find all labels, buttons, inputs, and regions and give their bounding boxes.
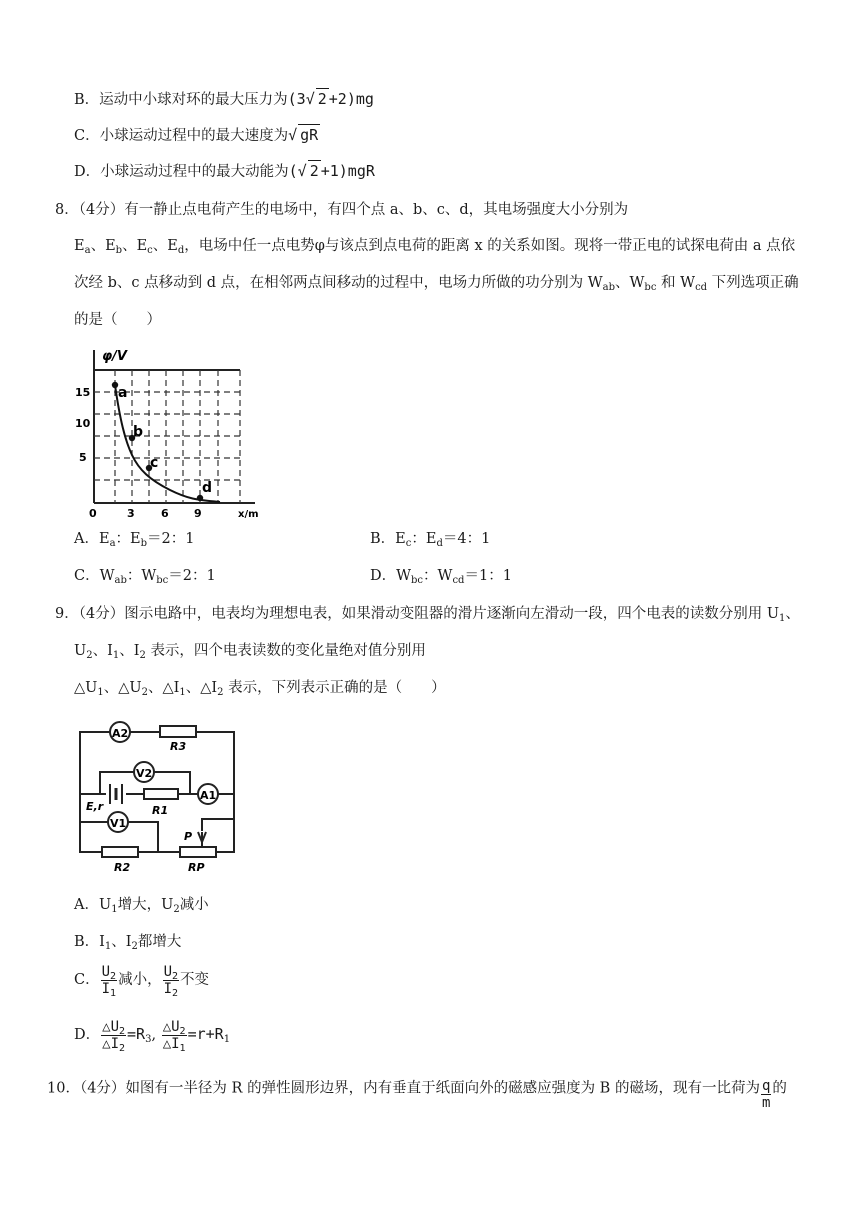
frac-u2-i1: $\frac{U_2}{I_1}$ xyxy=(101,963,117,999)
label-r1: R1 xyxy=(152,804,169,817)
q7-option-d: D．小球运动过程中的最大动能为(√ 2 +1)mgR xyxy=(74,162,375,180)
label-p: P xyxy=(184,830,193,843)
q9-option-c: C． $\frac{U_2}{I_1}$ 减小， $\frac{U_2}{I_2}$ 不变 xyxy=(74,963,210,999)
q8-option-a: A．$E_a$：$E_b=2$：1 xyxy=(74,531,195,549)
y-tick-5: 5 xyxy=(79,451,87,464)
x-tick-9: 9 xyxy=(194,507,202,520)
label-b: b xyxy=(133,424,144,440)
q7-option-c: C．小球运动过程中的最大速度为√ gR xyxy=(74,126,319,144)
q8-stem-line2: $E_a$、$E_b$、$E_c$、$E_d$，电场中任一点电势φ与该点到点电荷的距离 x 的关系如图。现将一带正电的试探电荷由 a 点依 xyxy=(74,238,796,256)
q8-stem-line1: 8．（4分）有一静止点电荷产生的电场中，有四个点 a、b、c、d，其电场强度大小分别为 xyxy=(55,202,629,218)
q8-option-b: B．$E_c$：$E_d=4$：1 xyxy=(370,531,491,549)
q10-stem-line1: 10．（4分）如图有一半径为 R 的弹性圆形边界，内有垂直于纸面向外的磁感应强度为 B 的磁场，现有一比荷为 $\frac{q}{m}$ 的 xyxy=(47,1078,787,1111)
label-r3: R3 xyxy=(170,740,187,753)
rp-slider-wire xyxy=(202,819,234,831)
q7-b-math: (3√ 2 +2)mg xyxy=(287,90,374,108)
frac-du2-di1: $\frac{\triangle U_2}{\triangle I_1}$ xyxy=(162,1018,186,1054)
label-er: E,r xyxy=(86,800,104,813)
q7-option-b: B．运动中小球对环的最大压力为(3√ 2 +2)mg xyxy=(74,90,374,108)
q8-potential-graph xyxy=(70,340,270,520)
label-v2: V2 xyxy=(136,767,153,780)
frac-du2-di2: $\frac{\triangle U_2}{\triangle I_2}$ xyxy=(102,1018,126,1054)
y-tick-10: 10 xyxy=(75,417,91,430)
q9-stem-line3: $\triangle U_1$、$\triangle U_2$、$\triangle I_1$、$\triangle I_2$ 表示，下列表示正确的是（ ） xyxy=(74,680,446,698)
x-axis-label: x/m xyxy=(238,509,259,520)
resistor-r2 xyxy=(102,847,138,857)
q9-option-a: A．$U_1$增大，$U_2$减小 xyxy=(74,897,209,915)
label-c: c xyxy=(150,455,159,471)
q8-stem-line4: 的是（ ） xyxy=(74,312,161,328)
q8-stem-line3: 次经 b、c 点移动到 d 点，在相邻两点间移动的过程中，电场力所做的功分别为 $W_{ab}$、$W_{bc}$ 和 $W_{cd}$ 下列选项正确 xyxy=(74,275,799,293)
q7-c-math: √ gR xyxy=(288,126,319,144)
q8-option-c: C．$W_{ab}$：$W_{bc}=2$：1 xyxy=(74,568,216,586)
x-tick-0: 0 xyxy=(89,507,97,520)
x-tick-3: 3 xyxy=(127,507,135,520)
label-a2: A2 xyxy=(112,727,129,740)
frac-q-m: $\frac{q}{m}$ xyxy=(761,1078,771,1111)
q9-stem-line1: 9．（4分）图示电路中，电表均为理想电表，如果滑动变阻器的滑片逐渐向左滑动一段，四个电表的读数分别用 $U_1$、 xyxy=(55,606,800,624)
q7-d-math: (√ 2 +1)mgR xyxy=(288,162,375,180)
label-a: a xyxy=(118,385,128,401)
resistor-r3 xyxy=(160,726,196,737)
rheostat-rp xyxy=(180,847,216,857)
q9-circuit-diagram xyxy=(72,714,242,876)
q9-stem-line2: $U_2$、$I_1$、$I_2$ 表示，四个电表读数的变化量绝对值分别用 xyxy=(74,643,426,661)
frac-u2-i2: $\frac{U_2}{I_2}$ xyxy=(163,963,179,999)
q8-option-d: D．$W_{bc}$：$W_{cd}=1$：1 xyxy=(370,568,512,586)
q9-option-b: B．$I_1$、$I_2$都增大 xyxy=(74,934,182,952)
resistor-r1 xyxy=(144,789,178,799)
y-axis-label: φ/V xyxy=(102,349,127,364)
label-a1: A1 xyxy=(200,789,217,802)
y-tick-15: 15 xyxy=(75,386,91,399)
x-tick-6: 6 xyxy=(161,507,169,520)
label-rp: RP xyxy=(188,861,205,874)
label-v1: V1 xyxy=(110,817,127,830)
label-r2: R2 xyxy=(114,861,131,874)
label-d: d xyxy=(202,480,213,496)
q9-option-d: D． $\frac{\triangle U_2}{\triangle I_2}$ $=R_3$, $\frac{\triangle U_2}{\triangle I_1}$ $=r+R_1$ xyxy=(74,1018,231,1054)
